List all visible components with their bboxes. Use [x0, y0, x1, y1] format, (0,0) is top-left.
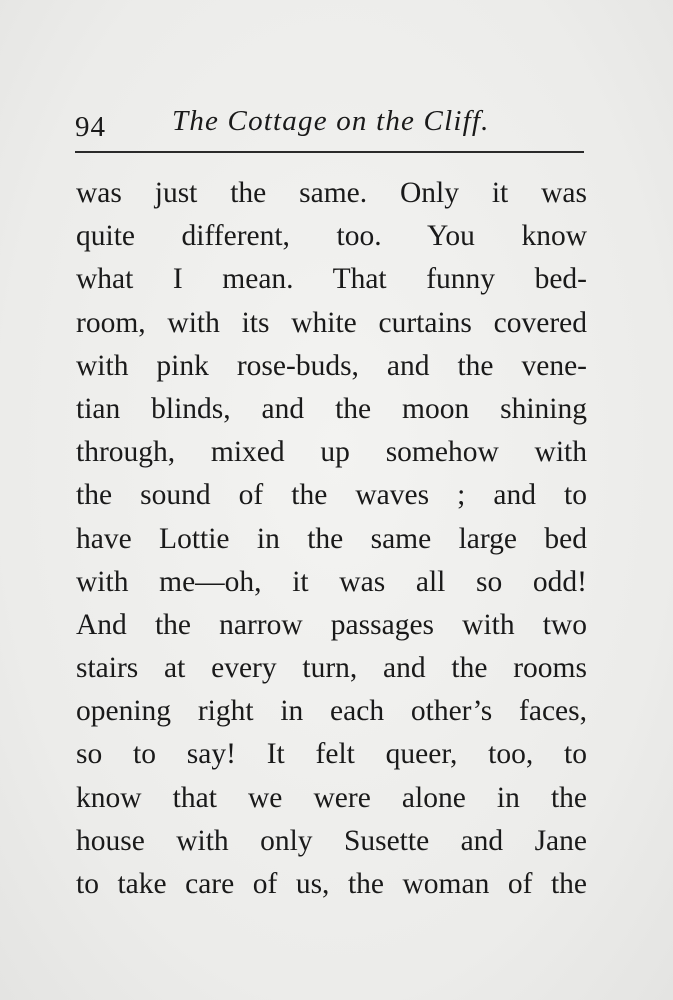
text-line: what I mean. That funny bed- — [76, 263, 587, 296]
text-line: have Lottie in the same large bed — [76, 522, 587, 555]
text-line: through, mixed up somehow with — [76, 436, 587, 469]
text-line: opening right in each other’s faces, — [76, 695, 587, 728]
text-line: with pink rose-buds, and the vene- — [76, 349, 587, 382]
header-rule — [75, 151, 584, 153]
page-number: 94 — [75, 111, 106, 143]
text-line: tian blinds, and the moon shining — [76, 392, 587, 425]
text-line: was just the same. Only it was — [76, 177, 587, 209]
text-line: And the narrow passages with two — [76, 608, 587, 641]
text-line: the sound of the waves ; and to — [76, 479, 587, 512]
body-text — [76, 172, 587, 906]
text-line: with me—oh, it was all so odd! — [76, 565, 587, 598]
text-line: so to say! It felt queer, too, to — [76, 738, 587, 771]
page-header — [75, 104, 585, 144]
text-line: quite different, too. You know — [76, 220, 587, 253]
text-line: stairs at every turn, and the rooms — [76, 652, 587, 685]
running-title: The Cottage on the Cliff. — [172, 105, 490, 137]
text-line: to take care of us, the woman of the — [76, 868, 587, 900]
text-line: know that we were alone in the — [76, 781, 587, 814]
text-line: house with only Susette and Jane — [76, 824, 587, 857]
text-line: room, with its white curtains covered — [76, 306, 587, 339]
